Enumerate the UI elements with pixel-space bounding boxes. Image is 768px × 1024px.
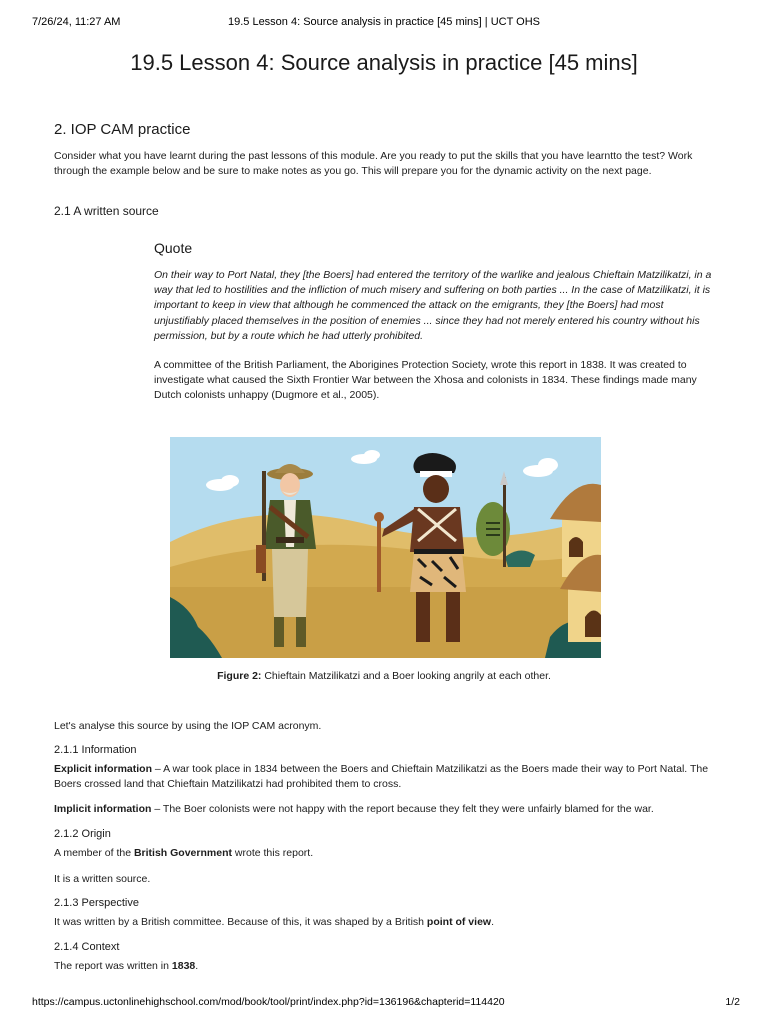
print-footer [32, 996, 740, 1010]
origin-line-2: It is a written source. [54, 873, 151, 885]
origin-line-1-bold: British Government [133, 847, 232, 859]
context-text [54, 959, 719, 974]
origin-heading: 2.1.2 Origin [54, 828, 111, 840]
explicit-information-text: – A war took place in 1834 between the Boers and Chieftain Matzilikatzi as the Boers made their way to Port Natal. The Boers crossed land that Chieftain Matzilikatzi had prohibited them to cross. [54, 763, 709, 790]
boer-and-chieftain-illustration [170, 437, 601, 658]
context-bold: 1838 [171, 960, 196, 972]
print-page-number: 1/2 [725, 996, 740, 1008]
context-post: . [195, 960, 199, 972]
print-header [32, 16, 736, 32]
implicit-information-text: – The Boer colonists were not happy with the report because they felt they were unfairly blamed for the war. [151, 803, 654, 815]
analysis-intro: Let's analyse this source by using the IOP CAM acronym. [54, 720, 322, 732]
print-datetime: 7/26/24, 11:27 AM [32, 16, 121, 28]
origin-line-1-pre: A member of the [54, 847, 134, 859]
book-chapter-title-text: 19.5 Lesson 4: Source analysis in practice [45 mins] [130, 50, 638, 75]
origin-line-1-post: wrote this report. [232, 847, 314, 859]
quote-heading: Quote [154, 240, 193, 256]
perspective-pre: It was written by a British committee. Because of this, it was shaped by a British [54, 916, 427, 928]
information-heading: 2.1.1 Information [54, 744, 137, 756]
print-page-title: 19.5 Lesson 4: Source analysis in practice [45 mins] | UCT OHS [227, 16, 541, 28]
figure-caption-label: Figure 2: [217, 670, 262, 682]
written-source-heading: 2.1 A written source [54, 204, 159, 218]
origin-line-1 [54, 846, 719, 861]
quote-block [154, 240, 719, 404]
perspective-heading: 2.1.3 Perspective [54, 897, 139, 909]
quote-context: A committee of the British Parliament, the Aborigines Protection Society, wrote this report in 1838. It was created to investigate what caused the Sixth Frontier War between the Xhosa and colonists in 1834. These findings made many Dutch colonists unhappy (Dugmore et al., 2005). [154, 359, 697, 402]
section-intro: Consider what you have learnt during the past lessons of this module. Are you ready to put the skills that you have learntto the test? Work through the example below and be sure to make notes as you go. This will prepare you for the dynamic activity on the next page. [54, 150, 693, 177]
perspective-text [54, 915, 719, 930]
explicit-information [54, 762, 719, 792]
section-heading: 2. IOP CAM practice [54, 121, 191, 138]
perspective-bold: point of view [426, 916, 492, 928]
context-pre: The report was written in [54, 960, 172, 972]
implicit-information [54, 802, 719, 817]
quote-text: On their way to Port Natal, they [the Boers] had entered the territory of the warlike and jealous Chieftain Matzilikatzi, in a way that led to hostilities and the infliction of much misery and suffering on both parties ... In the case of Matzilikatzi, it is important to keep in view that although he commenced the attack on the emigrants, they [the Boers] had most unjustifiably placed themselves in the position of enemies ... since they had not merely entered his country without his permission, but by a route which he had utterly prohibited. [154, 269, 712, 342]
context-heading: 2.1.4 Context [54, 941, 120, 953]
figure-caption [0, 670, 768, 682]
print-url: https://campus.uctonlinehighschool.com/mod/book/tool/print/index.php?id=136196&chapterid=114420 [32, 996, 505, 1008]
figure-caption-text: Chieftain Matzilikatzi and a Boer looking angrily at each other. [261, 670, 551, 682]
explicit-information-label: Explicit information [54, 763, 153, 775]
figure-illustration [170, 437, 601, 658]
book-chapter-title [0, 50, 768, 75]
perspective-post: . [491, 916, 494, 928]
implicit-information-label: Implicit information [54, 803, 152, 815]
